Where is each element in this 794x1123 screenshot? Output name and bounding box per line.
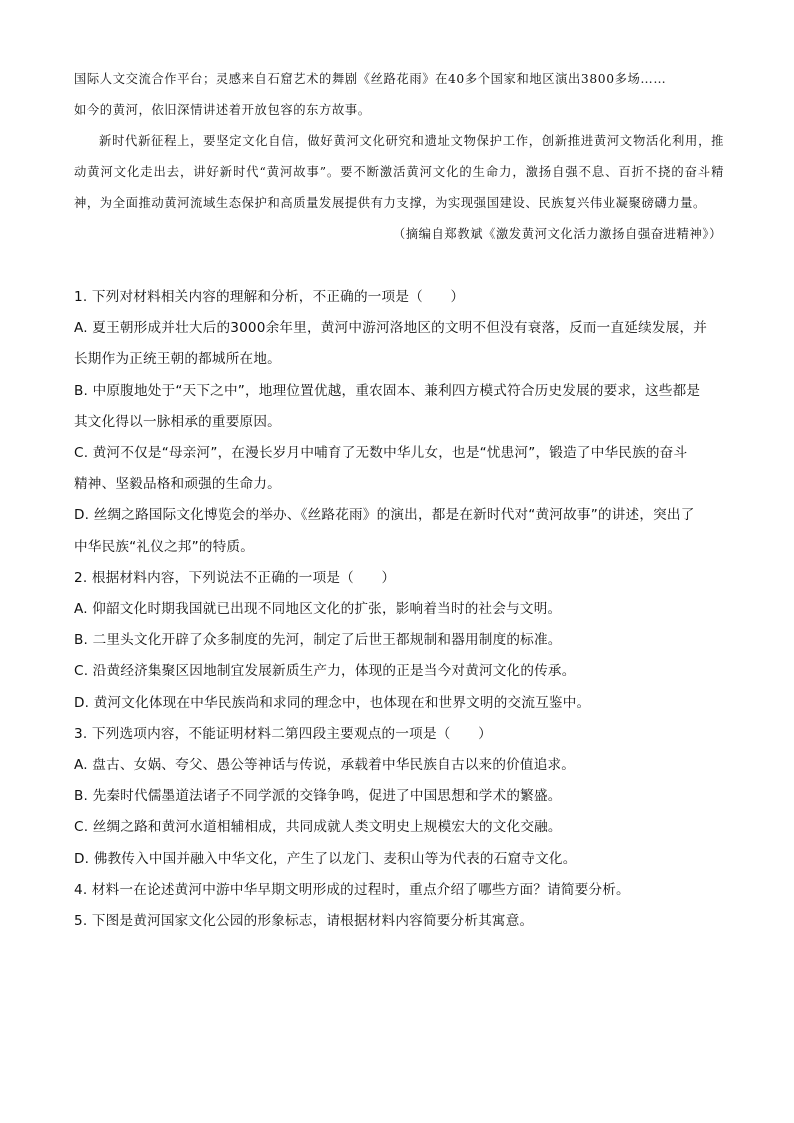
question-3-option-b: B. 先秦时代儒墨道法诸子不同学派的交锋争鸣，促进了中国思想和学术的繁盛。: [74, 788, 562, 805]
passage-line-2: 如今的黄河，依旧深情讲述着开放包容的东方故事。: [74, 103, 371, 117]
question-2-option-d: D. 黄河文化体现在中华民族尚和求同的理念中，也体现在和世界文明的交流互鉴中。: [74, 694, 591, 711]
question-5: 5. 下图是黄河国家文化公园的形象标志，请根据材料内容简要分析其寓意。: [74, 913, 534, 930]
question-3-option-c: C. 丝绸之路和黄河水道相辅相成，共同成就人类文明史上规模宏大的文化交融。: [74, 819, 562, 836]
question-1-option-d-cont: 中华民族“礼仪之邦”的特质。: [74, 538, 255, 555]
question-4: 4. 材料一在论述黄河中游中华早期文明形成的过程时，重点介绍了哪些方面？请简要分析。: [74, 881, 630, 898]
question-1-option-b: B. 中原腹地处于“天下之中”，地理位置优越，重农固本、兼利四方模式符合历史发展的要求，这些都是: [74, 382, 701, 399]
question-2-stem: 2. 根据材料内容，下列说法不正确的一项是（ ）: [74, 569, 396, 586]
reading-passage: [74, 64, 724, 250]
question-1-stem: 1. 下列对材料相关内容的理解和分析，不正确的一项是（ ）: [74, 289, 465, 305]
question-list: [74, 282, 724, 937]
passage-line-1: 国际人文交流合作平台；灵感来自石窟艺术的舞剧《丝路花雨》在40多个国家和地区演出3800多场……: [74, 72, 667, 86]
passage-paragraph: 新时代新征程上，要坚定文化自信，做好黄河文化研究和遗址文物保护工作，创新推进黄河文物活化利用，推动黄河文化走出去，讲好新时代“黄河故事”。要不断激活黄河文化的生命力，激扬自强不息、百折不挠的奋斗精神，为全面推动黄河流域生态保护和高质量发展提供有力支撑，为实现强国建设、民族复兴伟业凝聚磅礴力量。: [74, 134, 724, 210]
question-1-option-a: A. 夏王朝形成并壮大后的3000余年里，黄河中游河洛地区的文明不但没有衰落，反而一直延续发展，并: [74, 320, 708, 337]
question-3-option-d: D. 佛教传入中国并融入中华文化，产生了以龙门、麦积山等为代表的石窟寺文化。: [74, 850, 577, 867]
question-1-option-a-cont: 长期作为正统王朝的都城所在地。: [74, 351, 281, 368]
question-2-option-b: B. 二里头文化开辟了众多制度的先河，制定了后世王都规制和器用制度的标准。: [74, 632, 562, 649]
question-3-stem: 3. 下列选项内容，不能证明材料二第四段主要观点的一项是（ ）: [74, 725, 492, 742]
question-3-option-a: A. 盘古、女娲、夸父、愚公等神话与传说，承载着中华民族自古以来的价值追求。: [74, 757, 576, 774]
question-1-option-d: D. 丝绸之路国际文化博览会的举办、《丝路花雨》的演出，都是在新时代对“黄河故事”的讲述，突出了: [74, 507, 695, 524]
question-2-option-a: A. 仰韶文化时期我国就已出现不同地区文化的扩张，影响着当时的社会与文明。: [74, 601, 562, 618]
question-1-option-b-cont: 其文化得以一脉相承的重要原因。: [74, 413, 281, 430]
question-2-option-c: C. 沿黄经济集聚区因地制宜发展新质生产力，体现的正是当今对黄河文化的传承。: [74, 663, 576, 680]
question-1-option-c-cont: 精神、坚毅品格和顽强的生命力。: [74, 476, 281, 493]
passage-source: （摘编自郑教斌《激发黄河文化活力激扬自强奋进精神》）: [392, 227, 722, 241]
question-1-option-c: C. 黄河不仅是“母亲河”，在漫长岁月中哺育了无数中华儿女，也是“忧患河”，锻造了中华民族的奋斗: [74, 445, 688, 462]
